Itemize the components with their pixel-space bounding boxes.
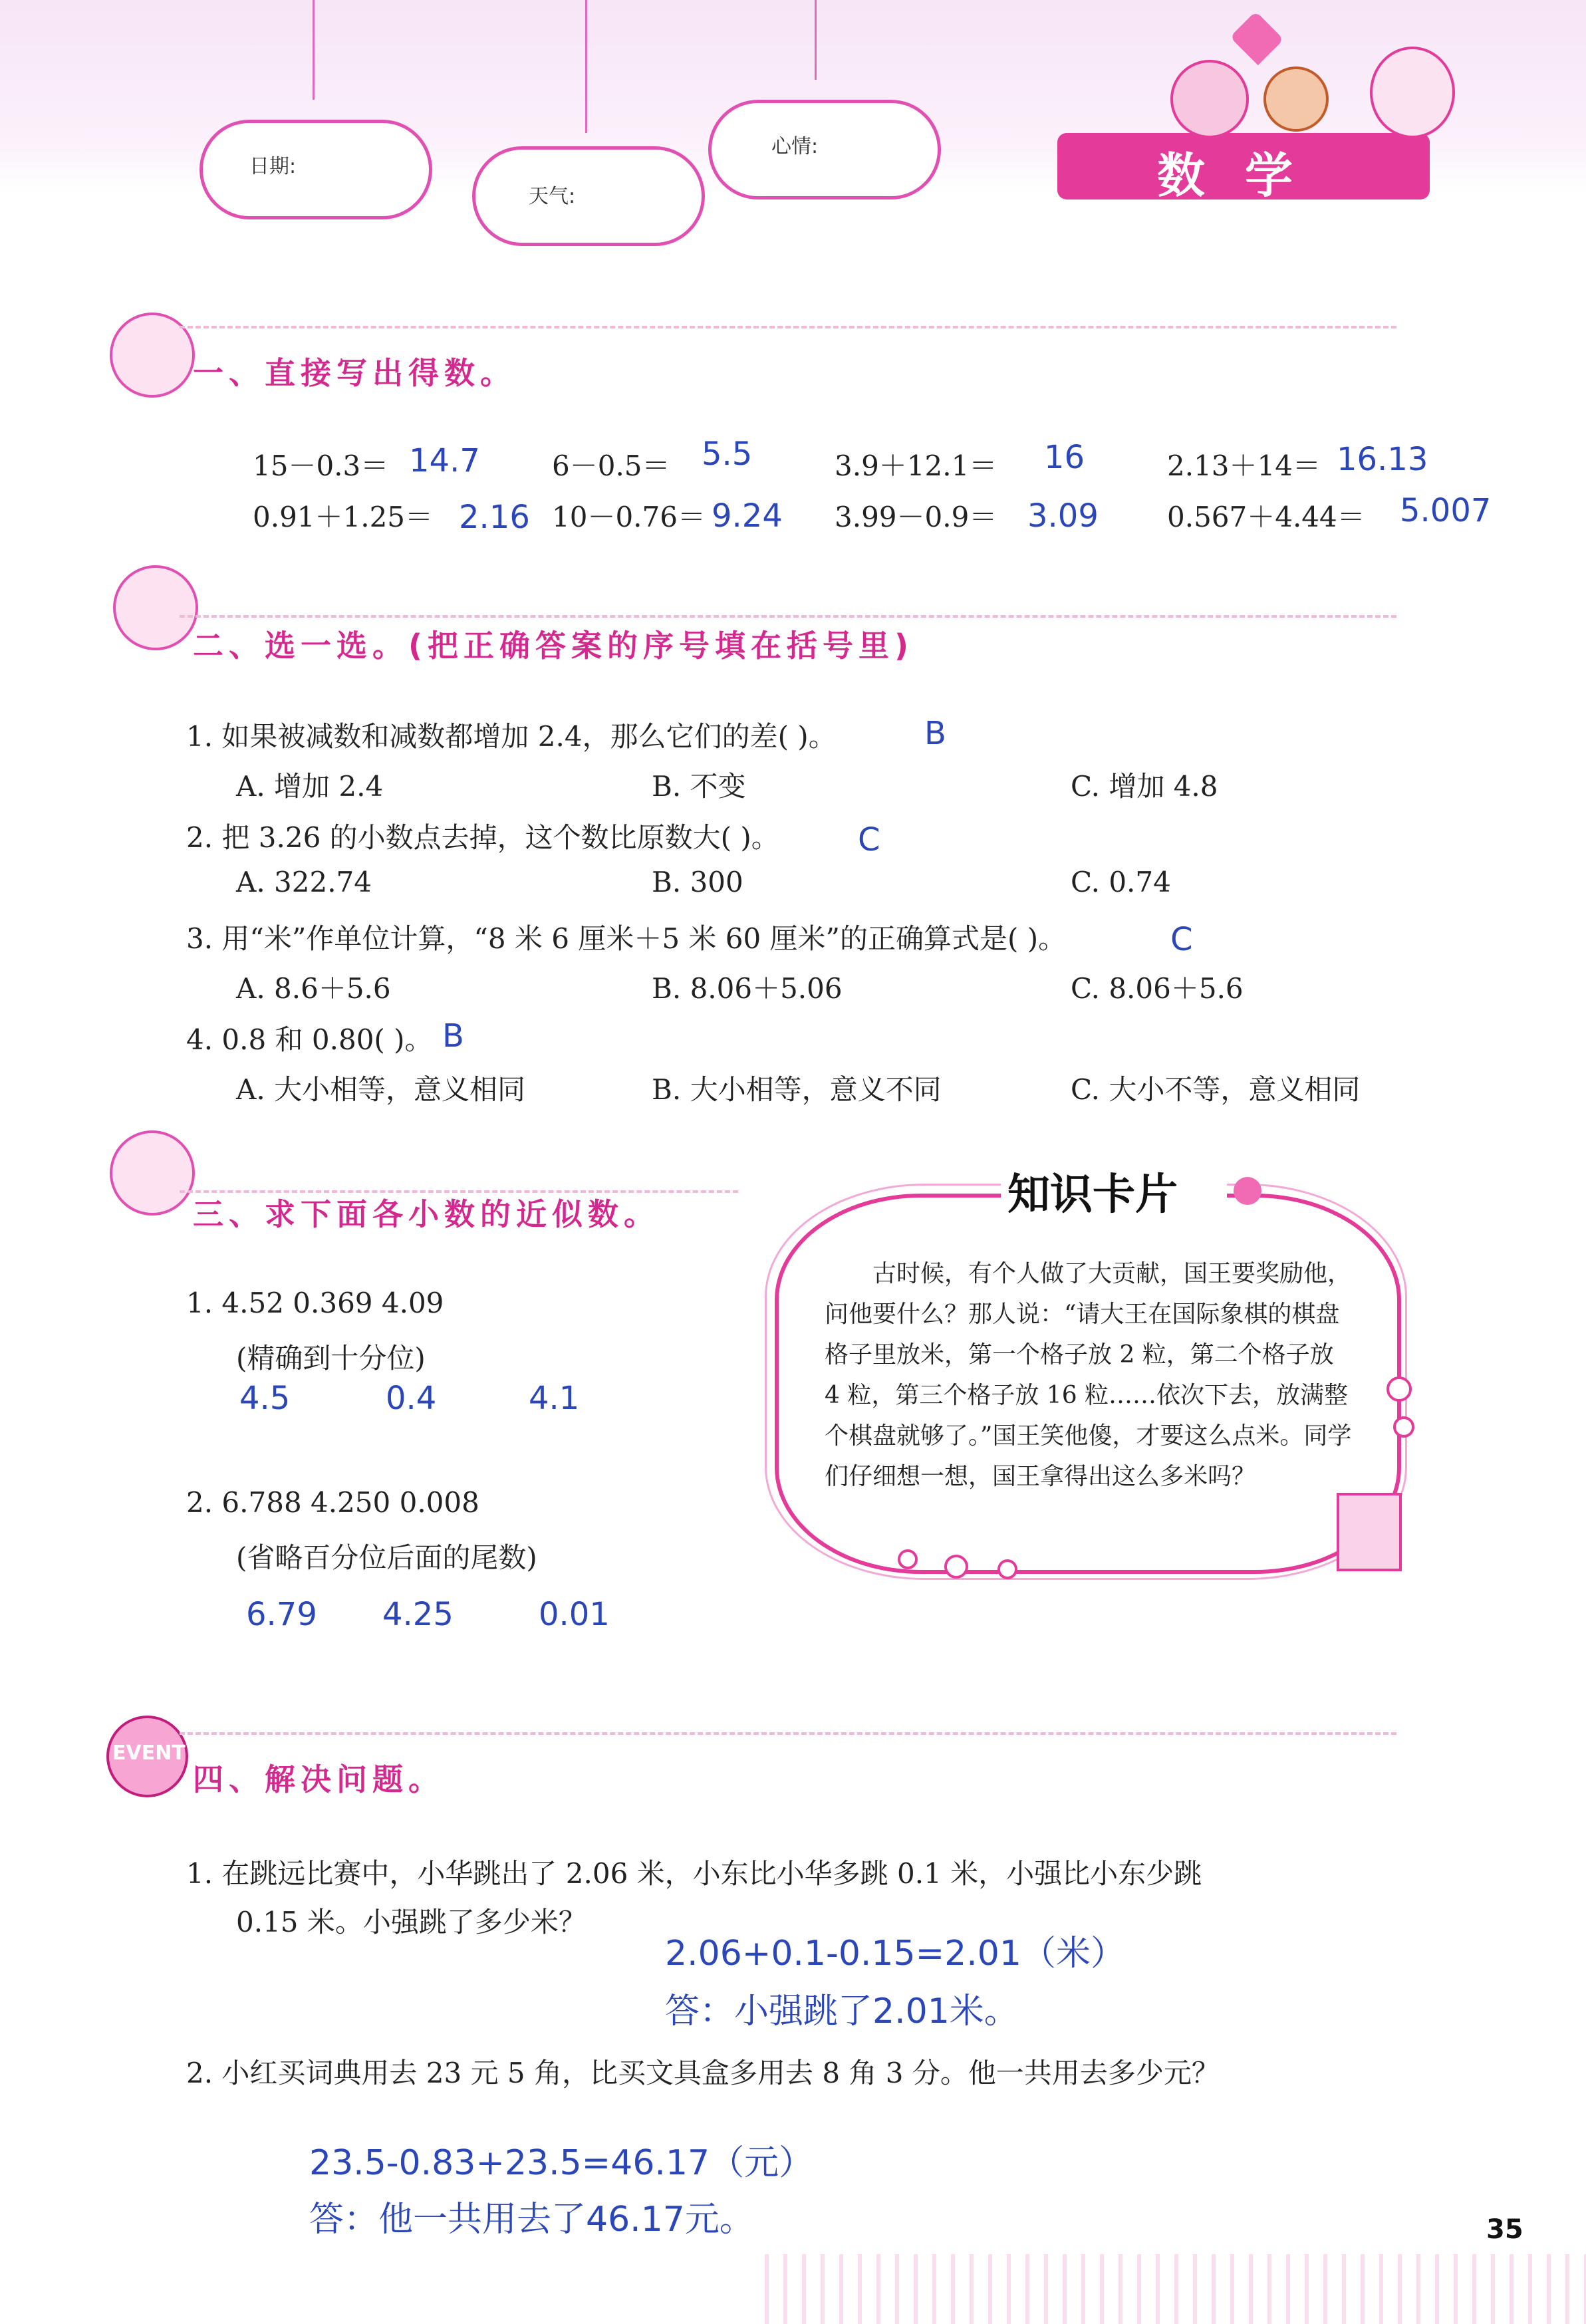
choice-answer: C [858, 821, 880, 858]
option-c: C. 大小不等，意义相同 [1071, 1073, 1361, 1106]
s1-expr: 10－0.76＝ [552, 501, 706, 533]
s1-answer: 14.7 [409, 442, 480, 479]
bunny-icon [1370, 47, 1455, 138]
option-c: C. 增加 4.8 [1071, 770, 1218, 803]
option-b: B. 8.06＋5.06 [652, 972, 843, 1005]
card-dot [898, 1549, 918, 1569]
s1-expr: 3.99－0.9＝ [835, 501, 997, 533]
s1-answer: 9.24 [712, 497, 783, 535]
section-divider [180, 326, 1396, 328]
question-stem: 2. 把 3.26 的小数点去掉，这个数比原数大( )。 [186, 821, 779, 854]
approx-answer: 6.79 [246, 1596, 317, 1633]
problem2-line1: 2. 小红买词典用去 23 元 5 角，比买文具盒多用去 8 角 3 分。他一共用去多少元？ [186, 2057, 1220, 2089]
approx-numbers-1: 1. 4.52 0.369 4.09 [186, 1287, 444, 1319]
problem1-calculation: 2.06+0.1-0.15=2.01（米） [665, 1934, 1125, 1974]
subject-train-banner [1057, 133, 1430, 203]
section2-title: 二、选一选。(把正确答案的序号填在括号里) [193, 628, 914, 664]
approx-answer: 4.25 [382, 1596, 454, 1633]
s1-expr: 15－0.3＝ [253, 450, 389, 482]
flower-icon [1234, 1177, 1261, 1205]
problem1-line1: 1. 在跳远比赛中，小华跳出了 2.06 米，小东比小华多跳 0.1 米，小强比小东少跳 [186, 1857, 1202, 1890]
date-cloud [199, 120, 432, 219]
card-title: 知识卡片 [1007, 1170, 1178, 1220]
choice-answer: B [442, 1017, 464, 1055]
s1-expr: 3.9＋12.1＝ [835, 450, 997, 482]
page-number: 35 [1486, 2214, 1523, 2245]
card-dot [997, 1559, 1017, 1579]
approx-requirement-2: (省略百分位后面的尾数) [236, 1541, 537, 1574]
choice-answer: B [924, 715, 946, 752]
approx-numbers-2: 2. 6.788 4.250 0.008 [186, 1486, 479, 1519]
option-c: C. 0.74 [1071, 866, 1171, 898]
s1-answer: 16.13 [1337, 441, 1428, 478]
approx-answer: 4.5 [239, 1380, 291, 1417]
subject-title: 数学 [1157, 148, 1333, 203]
question-stem: 3. 用“米”作单位计算，“8 米 6 厘米＋5 米 60 厘米”的正确算式是( )。 [186, 922, 1067, 955]
weather-cloud [472, 146, 705, 246]
mood-label: 心情: [771, 135, 819, 158]
section4-title: 四、解决问题。 [193, 1761, 444, 1797]
section1-title: 一、直接写出得数。 [193, 355, 516, 391]
rabbit-icon [113, 565, 198, 650]
house-icon [1337, 1493, 1402, 1571]
weather-label: 天气: [529, 185, 576, 208]
s1-answer: 3.09 [1027, 497, 1099, 535]
question-stem: 1. 如果被减数和减数都增加 2.4，那么它们的差( )。 [186, 720, 837, 753]
clown-icon [110, 1130, 195, 1216]
mood-cloud [708, 100, 941, 199]
city-skyline-decoration [765, 2254, 1586, 2324]
card-text: 古时候，有个人做了大贡献，国王要奖励他，问他要什么？那人说：“请大王在国际象棋的棋盘格子里放米，第一个格子放 2 粒，第二个格子放 4 粒，第三个格子放 16 粒……依次下去，放满整个棋盘就够了。”国王笑他傻，才要这么点米。同学们仔细想一想，国王拿得出这么多米吗？ [825, 1260, 1352, 1490]
approx-answer: 0.4 [386, 1380, 437, 1417]
option-b: B. 大小相等，意义不同 [652, 1073, 942, 1106]
card-dot [1387, 1376, 1412, 1402]
section-divider [180, 615, 1396, 618]
s1-answer: 5.5 [702, 436, 753, 473]
option-b: B. 300 [652, 866, 743, 898]
section3-title: 三、求下面各小数的近似数。 [193, 1196, 660, 1232]
s1-expr: 6－0.5＝ [552, 450, 670, 482]
monkey-icon [1263, 66, 1329, 132]
option-a: A. 增加 2.4 [236, 770, 384, 803]
section-divider [180, 1732, 1396, 1735]
cartoon-girl-icon [1170, 60, 1249, 138]
approx-requirement-1: (精确到十分位) [236, 1342, 426, 1374]
problem2-calculation: 23.5-0.83+23.5=46.17（元） [309, 2143, 814, 2183]
problem1-line2: 0.15 米。小强跳了多少米？ [236, 1906, 587, 1938]
s1-expr: 0.567＋4.44＝ [1167, 501, 1365, 533]
problem1-answer: 答：小强跳了2.01米。 [665, 1992, 1019, 2031]
cloud-string [815, 0, 817, 80]
s1-expr: 2.13＋14＝ [1167, 450, 1321, 482]
cloud-string [585, 0, 587, 133]
choice-answer: C [1170, 921, 1193, 958]
hot-air-balloon-icon [106, 1716, 188, 1797]
s1-answer: 2.16 [459, 499, 530, 536]
problem2-answer: 答：他一共用去了46.17元。 [309, 2200, 754, 2240]
s1-expr: 0.91＋1.25＝ [253, 501, 434, 533]
question-stem: 4. 0.8 和 0.80( )。 [186, 1023, 433, 1056]
card-dot [1393, 1416, 1414, 1438]
approx-answer: 4.1 [529, 1380, 580, 1417]
option-b: B. 不变 [652, 770, 746, 803]
balloon-label: EVENT [112, 1742, 186, 1765]
s1-answer: 5.007 [1400, 492, 1492, 529]
cloud-string [313, 0, 315, 100]
s1-answer: 16 [1044, 439, 1085, 476]
date-label: 日期: [249, 155, 297, 178]
option-a: A. 322.74 [236, 866, 372, 898]
option-c: C. 8.06＋5.6 [1071, 972, 1244, 1005]
option-a: A. 8.6＋5.6 [236, 972, 391, 1005]
approx-answer: 0.01 [539, 1596, 610, 1633]
card-dot [944, 1555, 968, 1579]
option-a: A. 大小相等，意义相同 [236, 1073, 526, 1106]
